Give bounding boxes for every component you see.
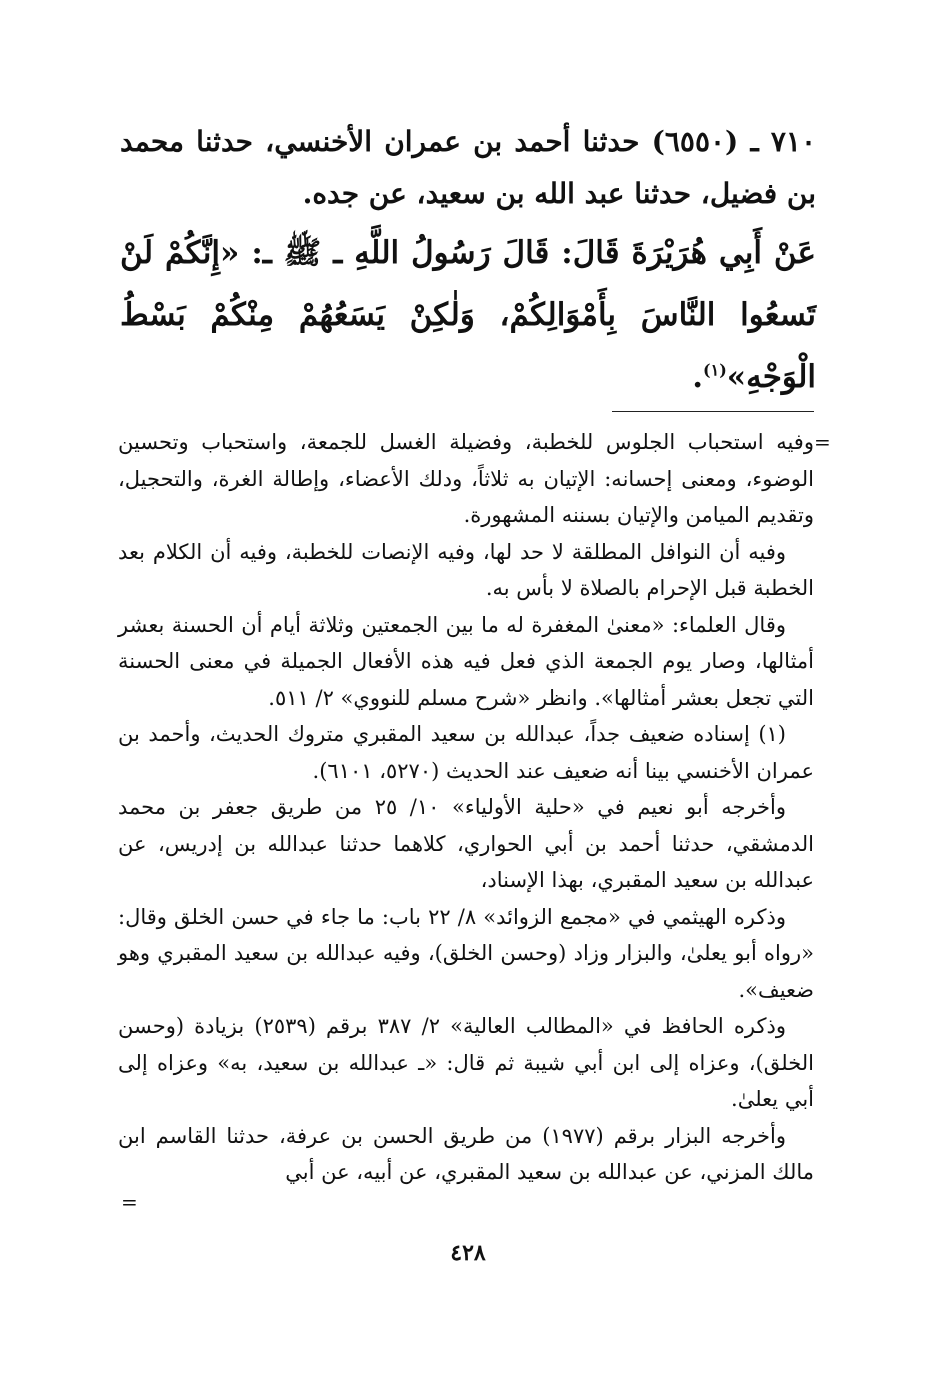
- footnote-paragraph: وذكره الهيثمي في «مجمع الزوائد» ٨/ ٢٢ باب: ما جاء في حسن الخلق وقال: «رواه أبو يعلىٰ، والبزار وزاد (وحسن الخلق)، وفيه عبدالله بن سعيد المقبري وهو ضعيف».: [118, 904, 814, 1002]
- continuation-mark-bottom: =: [121, 1190, 138, 1214]
- hadith-isnad-header: ٧١٠ ـ (٦٥٥٠) حدثنا أحمد بن عمران الأخنسي، حدثنا محمد بن فضيل، حدثنا عبد الله بن سعيد، عن جده.: [120, 125, 817, 210]
- footnotes-section: [118, 424, 814, 1191]
- footnote-paragraph: وقال العلماء: «معنىٰ المغفرة له ما بين الجمعتين وثلاثة أيام أن الحسنة بعشر أمثالها، وصار يوم الجمعة الذي فعل فيه هذه الأفعال الجميلة في معنى الحسنة التي تجعل بعشر أمثالها». وانظر «شرح مسلم للنووي» ٢/ ٥١١.: [118, 612, 814, 710]
- footnote-reference: (١): [703, 360, 727, 380]
- footnote-separator-rule: [612, 411, 814, 412]
- hadith-matn-text: عَنْ أَبِي هُرَيْرَةَ قَالَ: قَالَ رَسُولُ اللَّهِ ـ ﷺ ـ: «إِنَّكُمْ لَنْ تَسعُوا النَّاسَ بِأَمْوَالِكُمْ، وَلٰكِنْ يَسَعُهُمْ مِنْكُمْ بَسْطُ الْوَجْهِ»: [120, 235, 816, 395]
- footnote-paragraph: (١) إسناده ضعيف جداً، عبدالله بن سعيد المقبري متروك الحديث، وأحمد بن عمران الأخنسي بينا أنه ضعيف عند الحديث (٥٢٧٠، ٦١٠١).: [118, 722, 814, 783]
- footnote-paragraph: وذكره الحافظ في «المطالب العالية» ٢/ ٣٨٧ برقم (٢٥٣٩) بزيادة (وحسن الخلق)، وعزاه إلى ابن أبي شيبة ثم قال: «ـ عبدالله بن سعيد، به» وعزاه إلى أبي يعلىٰ.: [118, 1014, 814, 1111]
- footnote-paragraph: وفيه أن النوافل المطلقة لا حد لها، وفيه الإنصات للخطبة، وفيه أن الكلام بعد الخطبة قبل الإحرام بالصلاة لا بأس به.: [118, 539, 814, 600]
- page-number: ٤٢٨: [450, 1240, 486, 1266]
- hadith-matn: [120, 222, 816, 408]
- continuation-mark-top: =: [814, 430, 831, 454]
- footnote-paragraph: وفيه استحباب الجلوس للخطبة، وفضيلة الغسل للجمعة، واستحباب وتحسين الوضوء، ومعنى إحسانه: الإتيان به ثلاثاً، ودلك الأعضاء، وإطالة الغرة، والتحجيل، وتقديم الميامن والإتيان بسننه المشهورة.: [118, 430, 814, 527]
- footnote-paragraph: وأخرجه أبو نعيم في «حلية الأولياء» ١٠/ ٢٥ من طريق جعفر بن محمد الدمشقي، حدثنا أحمد بن أبي الحواري، كلاهما حدثنا عبدالله بن إدريس، عن عبدالله بن سعيد المقبري، بهذا الإسناد،: [118, 795, 814, 892]
- hadith-matn-end: .: [692, 359, 704, 395]
- footnote-paragraph: وأخرجه البزار برقم (١٩٧٧) من طريق الحسن بن عرفة، حدثنا القاسم ابن مالك المزني، عن عبدالله بن سعيد المقبري، عن أبيه، عن أبي: [118, 1123, 814, 1184]
